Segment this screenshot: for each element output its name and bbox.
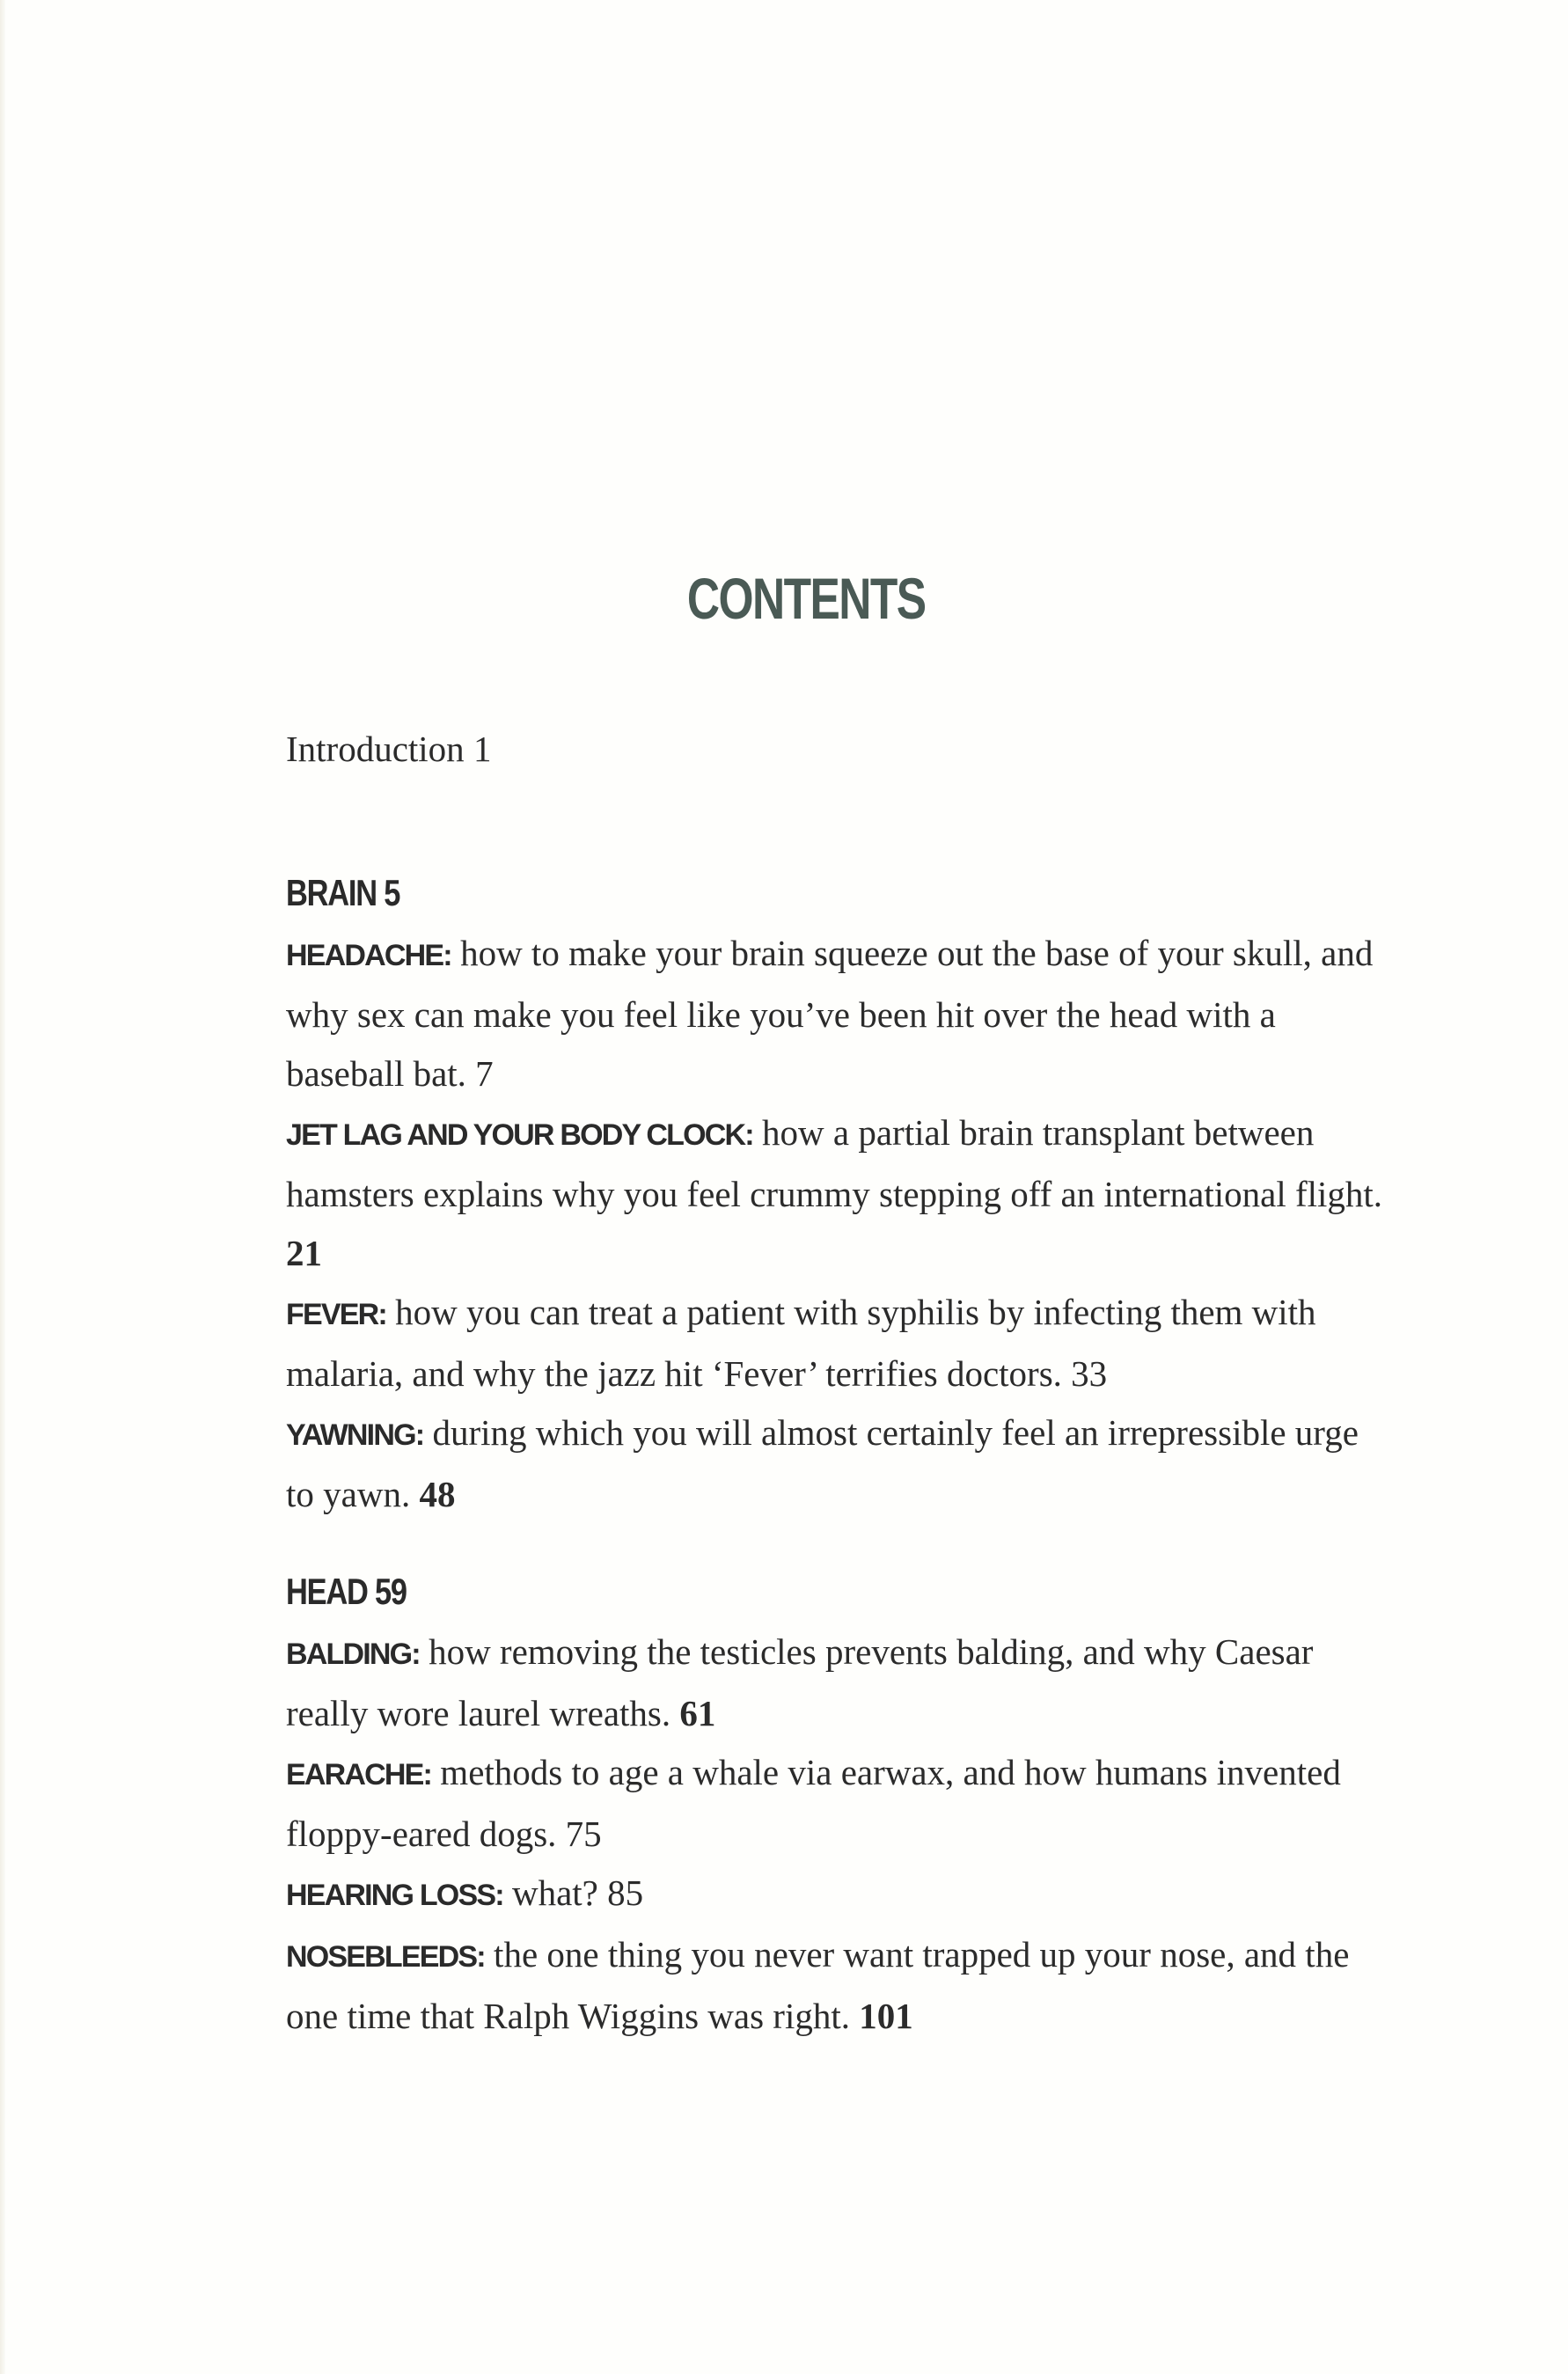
- entry-text: methods to age a whale via earwax, and how humans invented floppy-eared dogs.: [286, 1752, 1341, 1854]
- entry-label: FEVER:: [286, 1298, 386, 1331]
- toc-entry-nosebleeds[interactable]: [286, 1925, 1395, 2046]
- entry-text: how to make your brain squeeze out the base of your skull, and why sex can make you feel like you’ve been hit over the head with a baseball bat.: [286, 933, 1374, 1094]
- entry-label: BALDING:: [286, 1638, 420, 1671]
- page-number: 75: [565, 1813, 602, 1854]
- page-number: 1: [473, 729, 492, 769]
- toc-entry-fever[interactable]: [286, 1283, 1395, 1403]
- section-head: [286, 1561, 1430, 2046]
- table-of-contents: [286, 720, 1430, 2083]
- toc-entry-earache[interactable]: [286, 1743, 1395, 1864]
- toc-entry-introduction[interactable]: [286, 720, 1430, 779]
- page-number: 33: [1071, 1353, 1108, 1394]
- entry-text: Introduction: [286, 729, 465, 769]
- entry-text: during which you will almost certainly feel an irrepressible urge to yawn.: [286, 1412, 1359, 1514]
- section-heading[interactable]: HEAD 59: [286, 1571, 407, 1612]
- section-heading[interactable]: BRAIN 5: [286, 872, 400, 913]
- entry-label: JET LAG AND YOUR BODY CLOCK:: [286, 1118, 753, 1152]
- page-number: 85: [607, 1872, 644, 1913]
- page-number: 7: [475, 1053, 494, 1094]
- entry-label: HEARING LOSS:: [286, 1879, 503, 1912]
- page-number: 21: [286, 1233, 322, 1273]
- page-number: 101: [859, 1996, 913, 2036]
- toc-entry-balding[interactable]: [286, 1623, 1395, 1743]
- entry-text: how a partial brain transplant between hamsters explains why you feel crummy stepping off an international flight.: [286, 1112, 1383, 1214]
- toc-entry-headache[interactable]: [286, 924, 1395, 1103]
- entry-text: how you can treat a patient with syphilis by infecting them with malaria, and why the jazz hit ‘Fever’ terrifies doctors.: [286, 1292, 1316, 1394]
- entry-label: HEADACHE:: [286, 939, 451, 972]
- entry-text: how removing the testicles prevents balding, and why Caesar really wore laurel wreaths.: [286, 1631, 1314, 1733]
- entry-label: NOSEBLEEDS:: [286, 1940, 485, 1974]
- page-title: CONTENTS: [686, 566, 926, 632]
- page-number: 48: [419, 1474, 456, 1514]
- section-brain: [286, 862, 1430, 1524]
- page-number: 61: [679, 1693, 716, 1733]
- toc-entry-yawning[interactable]: [286, 1403, 1395, 1524]
- toc-entry-hearing-loss[interactable]: [286, 1864, 1395, 1925]
- entry-text: what?: [511, 1872, 598, 1913]
- page-edge: [0, 0, 5, 2374]
- entry-label: YAWNING:: [286, 1418, 424, 1452]
- entry-label: EARACHE:: [286, 1758, 432, 1791]
- entry-text: the one thing you never want trapped up your nose, and the one time that Ralph Wiggins was right.: [286, 1934, 1350, 2036]
- toc-entry-jet-lag[interactable]: [286, 1103, 1395, 1283]
